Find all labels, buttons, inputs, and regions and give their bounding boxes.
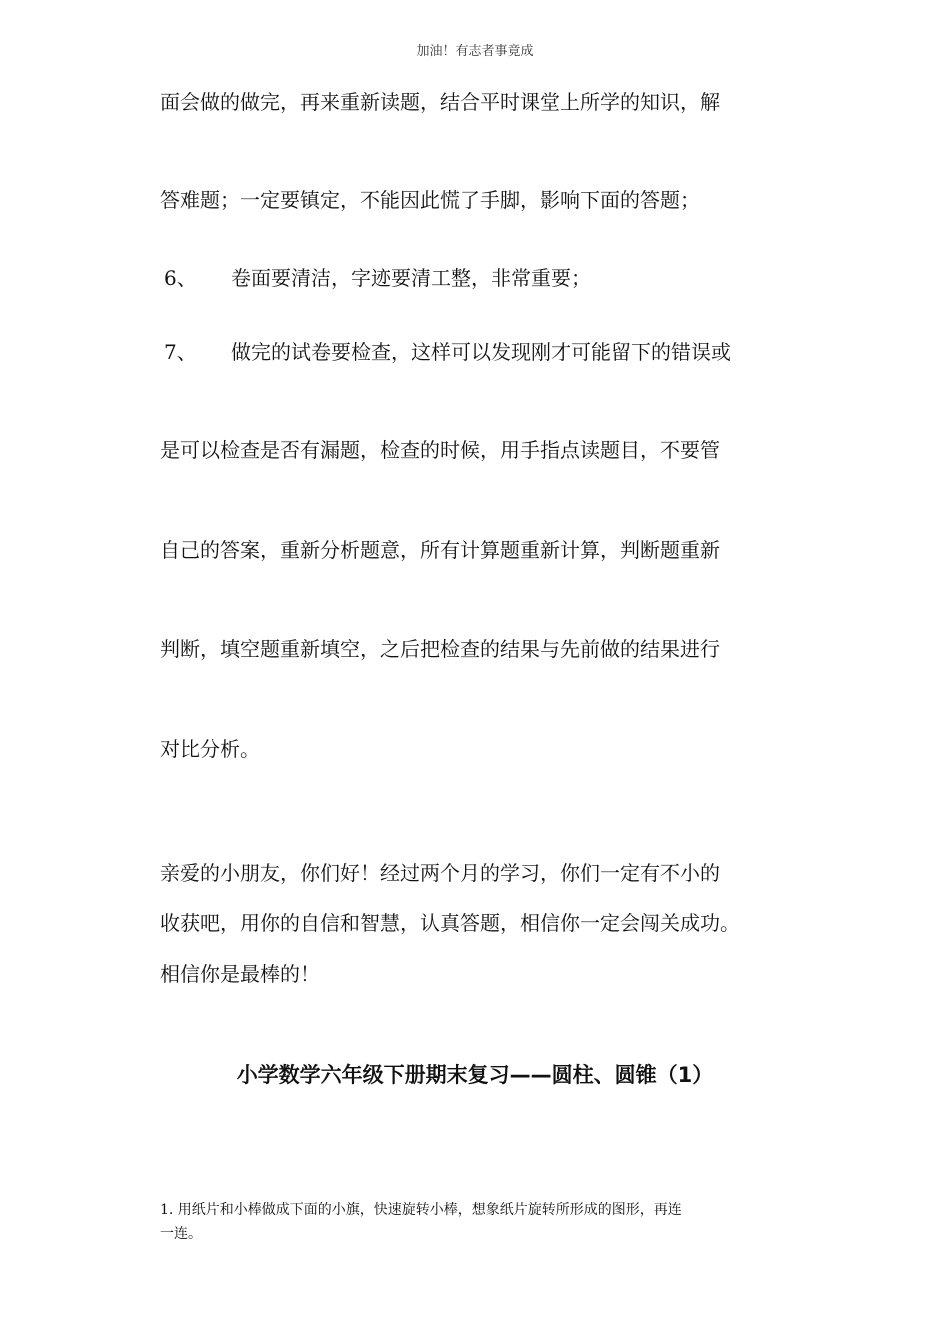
greeting-line-1: 亲爱的小朋友，你们好！经过两个月的学习，你们一定有不小的 [160, 861, 720, 885]
list-item-6-text: 卷面要清洁，字迹要清工整，非常重要； [231, 266, 591, 290]
question-1-line-2: 一连。 [160, 1226, 202, 1242]
list-item-7-text: 做完的试卷要检查，这样可以发现刚才可能留下的错误或 [231, 340, 731, 364]
body-line-1: 面会做的做完，再来重新读题，结合平时课堂上所学的知识，解 [160, 90, 720, 114]
list-item-6-number: 6、 [164, 266, 197, 290]
page-header: 加油！有志者事竟成 [416, 44, 534, 59]
body-line-5: 判断，填空题重新填空，之后把检查的结果与先前做的结果进行 [160, 637, 720, 661]
list-item-7 [160, 340, 731, 364]
list-item-6 [160, 266, 591, 290]
question-1-line-1: 1. 用纸片和小棒做成下面的小旗，快速旋转小棒，想象纸片旋转所形成的图形，再连 [160, 1202, 682, 1218]
body-line-4: 自己的答案，重新分析题意，所有计算题重新计算，判断题重新 [160, 538, 720, 562]
greeting-line-2: 收获吧，用你的自信和智慧，认真答题，相信你一定会闯关成功。 [160, 911, 740, 935]
section-title: 小学数学六年级下册期末复习——圆柱、圆锥（1） [236, 1063, 714, 1087]
list-item-7-number: 7、 [164, 340, 197, 364]
body-line-2: 答难题；一定要镇定，不能因此慌了手脚，影响下面的答题； [160, 188, 700, 212]
greeting-line-3: 相信你是最棒的！ [160, 962, 320, 986]
body-line-6: 对比分析。 [160, 737, 260, 761]
body-line-3: 是可以检查是否有漏题，检查的时候，用手指点读题目，不要管 [160, 438, 720, 462]
